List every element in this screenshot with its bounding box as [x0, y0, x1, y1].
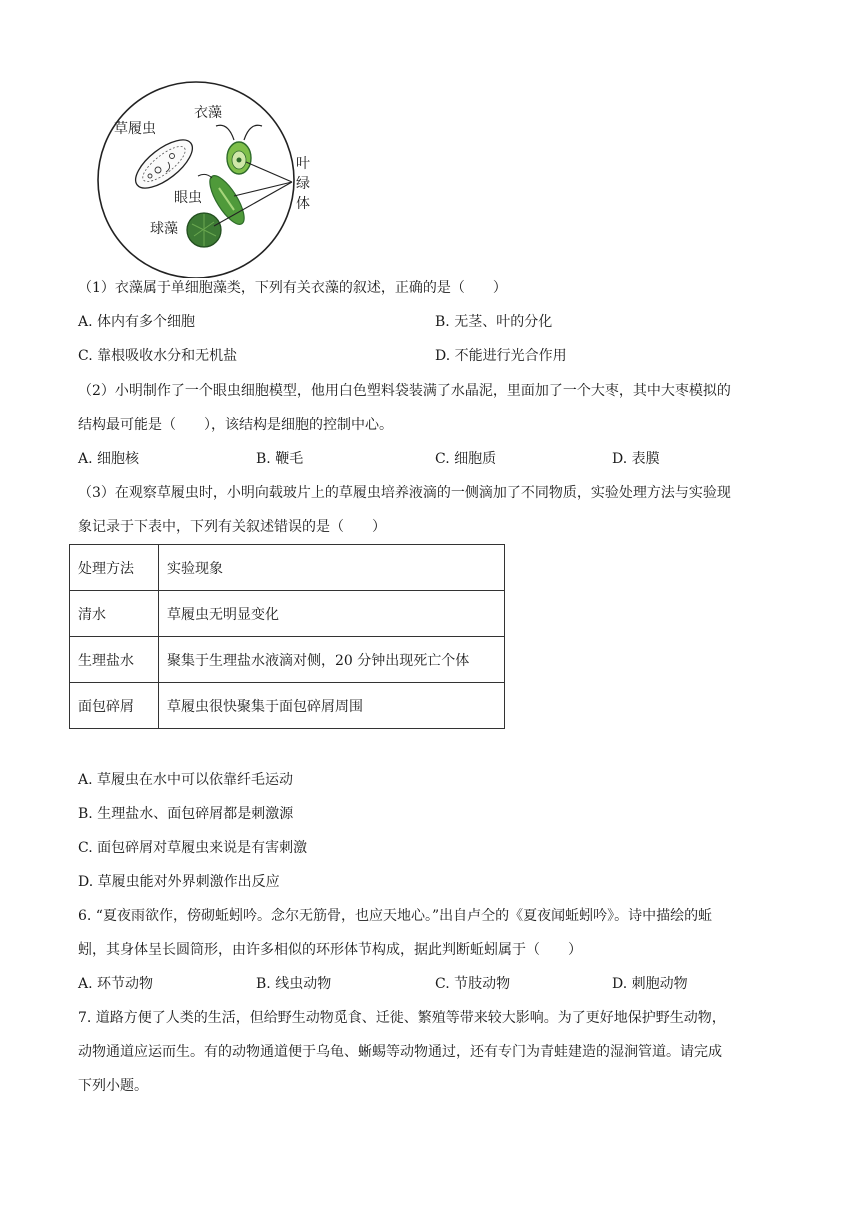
paramecium-drawing — [128, 131, 200, 197]
q1-option-c: C. 靠根吸收水分和无机盐 — [78, 348, 238, 364]
q6-option-c: C. 节肢动物 — [435, 976, 511, 992]
q3-option-d: D. 草履虫能对外界刺激作出反应 — [78, 874, 280, 890]
table-cell: 草履虫很快聚集于面包碎屑周围 — [159, 683, 505, 729]
table-header-cell: 实验现象 — [159, 545, 505, 591]
table-header-cell: 处理方法 — [70, 545, 159, 591]
q6-option-d: D. 刺胞动物 — [612, 976, 688, 992]
volvox-drawing — [187, 213, 221, 247]
q3-stem-line1: （3）在观察草履虫时，小明向载玻片上的草履虫培养液滴的一侧滴加了不同物质，实验处理方法与实验现 — [78, 485, 731, 501]
q3-option-a: A. 草履虫在水中可以依靠纤毛运动 — [78, 772, 294, 788]
label-chloroplast-2: 绿 — [296, 176, 310, 192]
table-cell: 聚集于生理盐水液滴对侧，20 分钟出现死亡个体 — [159, 637, 505, 683]
q2-stem-line2: 结构最可能是（ ），该结构是细胞的控制中心。 — [78, 417, 393, 433]
table-row — [70, 591, 505, 637]
q7-line3: 下列小题。 — [78, 1078, 148, 1094]
q1-option-a: A. 体内有多个细胞 — [78, 314, 196, 330]
pointer-line-1 — [246, 162, 292, 182]
q2-option-d: D. 表膜 — [612, 451, 660, 467]
q1-option-d: D. 不能进行光合作用 — [435, 348, 567, 364]
table-row — [70, 637, 505, 683]
label-euglena: 眼虫 — [174, 190, 202, 206]
q6-stem-line1: 6. “夏夜雨欲作，傍砌蚯蚓吟。念尔无筋骨，也应天地心。”出自卢仝的《夏夜闻蚯蚓吟》。诗中描绘的蚯 — [78, 908, 713, 924]
q6-option-a: A. 环节动物 — [78, 976, 154, 992]
q1-option-b: B. 无茎、叶的分化 — [435, 314, 553, 330]
q2-stem-line1: （2）小明制作了一个眼虫细胞模型，他用白色塑料袋装满了水晶泥，里面加了一个大枣，其中大枣模拟的 — [78, 383, 731, 399]
pointer-line-2 — [234, 182, 292, 196]
chlamydomonas-drawing — [216, 125, 262, 174]
table-cell: 生理盐水 — [70, 637, 159, 683]
q1-stem: （1）衣藻属于单细胞藻类，下列有关衣藻的叙述，正确的是（ ） — [78, 280, 507, 296]
table-cell: 清水 — [70, 591, 159, 637]
table-header-row — [70, 545, 505, 591]
q7-line2: 动物通道应运而生。有的动物通道便于乌龟、蜥蜴等动物通过，还有专门为青蛙建造的湿涧管道。请完成 — [78, 1044, 722, 1060]
experiment-table — [69, 544, 505, 729]
q7-line1: 7. 道路方便了人类的生活，但给野生动物觅食、迁徙、繁殖等带来较大影响。为了更好地保护野生动物， — [78, 1010, 726, 1026]
q2-option-c: C. 细胞质 — [435, 451, 497, 467]
q6-stem-line2: 蚓，其身体呈长圆筒形，由许多相似的环形体节构成，据此判断蚯蚓属于（ ） — [78, 942, 582, 958]
label-volvox: 球藻 — [150, 221, 178, 237]
table-cell: 草履虫无明显变化 — [159, 591, 505, 637]
q3-option-b: B. 生理盐水、面包碎屑都是刺激源 — [78, 806, 294, 822]
q3-option-c: C. 面包碎屑对草履虫来说是有害刺激 — [78, 840, 308, 856]
label-paramecium: 草履虫 — [114, 121, 156, 137]
q2-option-a: A. 细胞核 — [78, 451, 140, 467]
q3-stem-line2: 象记录于下表中，下列有关叙述错误的是（ ） — [78, 519, 386, 535]
label-chloroplast-1: 叶 — [296, 156, 310, 172]
q6-option-b: B. 线虫动物 — [256, 976, 332, 992]
label-chlamydomonas: 衣藻 — [194, 105, 222, 121]
table-cell: 面包碎屑 — [70, 683, 159, 729]
microscope-figure — [94, 78, 324, 278]
q2-option-b: B. 鞭毛 — [256, 451, 304, 467]
table-row — [70, 683, 505, 729]
label-chloroplast-3: 体 — [296, 196, 310, 212]
